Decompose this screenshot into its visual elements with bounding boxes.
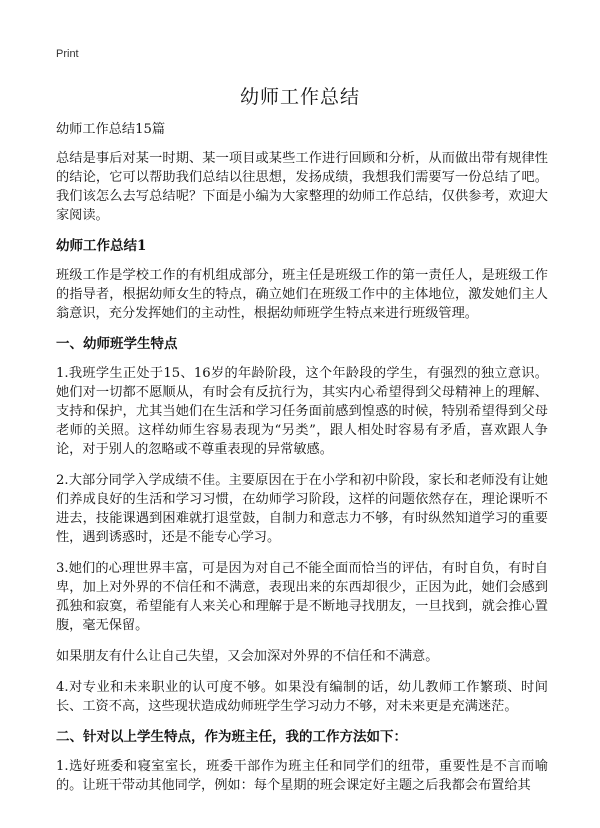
point-paragraph-3: 3.她们的心理世界丰富，可是因为对自己不能全面而恰当的评估，有时自负，有时自卑，加上对外界的不信任和不满意，表现出来的东西却很少，正因为此，她们会感到孤独和寂寞，希望能有人来关心和理解于是不断地寻找朋友，一旦找到，就会推心置腹，毫无保留。 — [56, 561, 548, 633]
part-heading-methods: 二、针对以上学生特点，作为班主任，我的工作方法如下： — [56, 729, 407, 745]
page-title: 幼师工作总结 — [239, 86, 360, 108]
section-heading-1: 幼师工作总结1 — [56, 238, 147, 254]
document-body — [56, 120, 548, 807]
document-subtitle: 幼师工作总结15篇 — [56, 122, 166, 137]
point-paragraph-2: 2.大部分同学入学成绩不佳。主要原因在于在小学和初中阶段，家长和老师没有让她们养成良好的生活和学习习惯，在幼师学习阶段，这样的问题依然存在，理论课听不进去，技能课遇到困难就打退堂鼓，自制力和意志力不够，有时纵然知道学习的重要性，遇到诱惑时，还是不能专心学习。 — [56, 473, 548, 545]
point-paragraph-1: 1.我班学生正处于15、16岁的年龄阶段，这个年龄段的学生，有强烈的独立意识。她们对一切都不愿顺从，有时会有反抗行为，其实内心希望得到父母精神上的理解、支持和保护，尤其当她们在生活和学习任务面前感到惶惑的时候，特别希望得到父母老师的关照。这样幼师生容易表现为“另类”，跟人相处时容易有矛盾，喜欢跟人争论，对于别人的忽略或不尊重表现的异常敏感。 — [56, 366, 548, 457]
part-heading-students: 一、幼师班学生特点 — [56, 336, 178, 352]
point-paragraph-4: 4.对专业和未来职业的认可度不够。如果没有编制的话，幼儿教师工作繁琐、时间长、工资不高，这些现状造成幼师班学生学习动力不够，对未来更是充满迷茫。 — [56, 680, 548, 714]
section-1-paragraph: 班级工作是学校工作的有机组成部分，班主任是班级工作的第一责任人，是班级工作的指导者，根据幼师女生的特点，确立她们在班级工作中的主体地位，激发她们主人翁意识，充分发挥她们的主动性，根据幼师班学生特点来进行班级管理。 — [56, 268, 548, 321]
method-paragraph-1: 1.选好班委和寝室室长，班委干部作为班主任和同学们的纽带，重要性是不言而喻的。让班干带动其他同学，例如：每个星期的班会课定好主题之后我都会布置给其 — [56, 759, 548, 793]
intro-paragraph: 总结是事后对某一时期、某一项目或某些工作进行回顾和分析，从而做出带有规律性的结论，它可以帮助我们总结以往思想，发扬成绩，我想我们需要写一份总结了吧。我们该怎么去写总结呢？下面是小编为大家整理的幼师工作总结，仅供参考，欢迎大家阅读。 — [56, 151, 548, 223]
point-paragraph-3-extra: 如果朋友有什么让自己失望，又会加深对外界的不信任和不满意。 — [56, 649, 439, 664]
print-link[interactable]: Print — [56, 48, 79, 60]
